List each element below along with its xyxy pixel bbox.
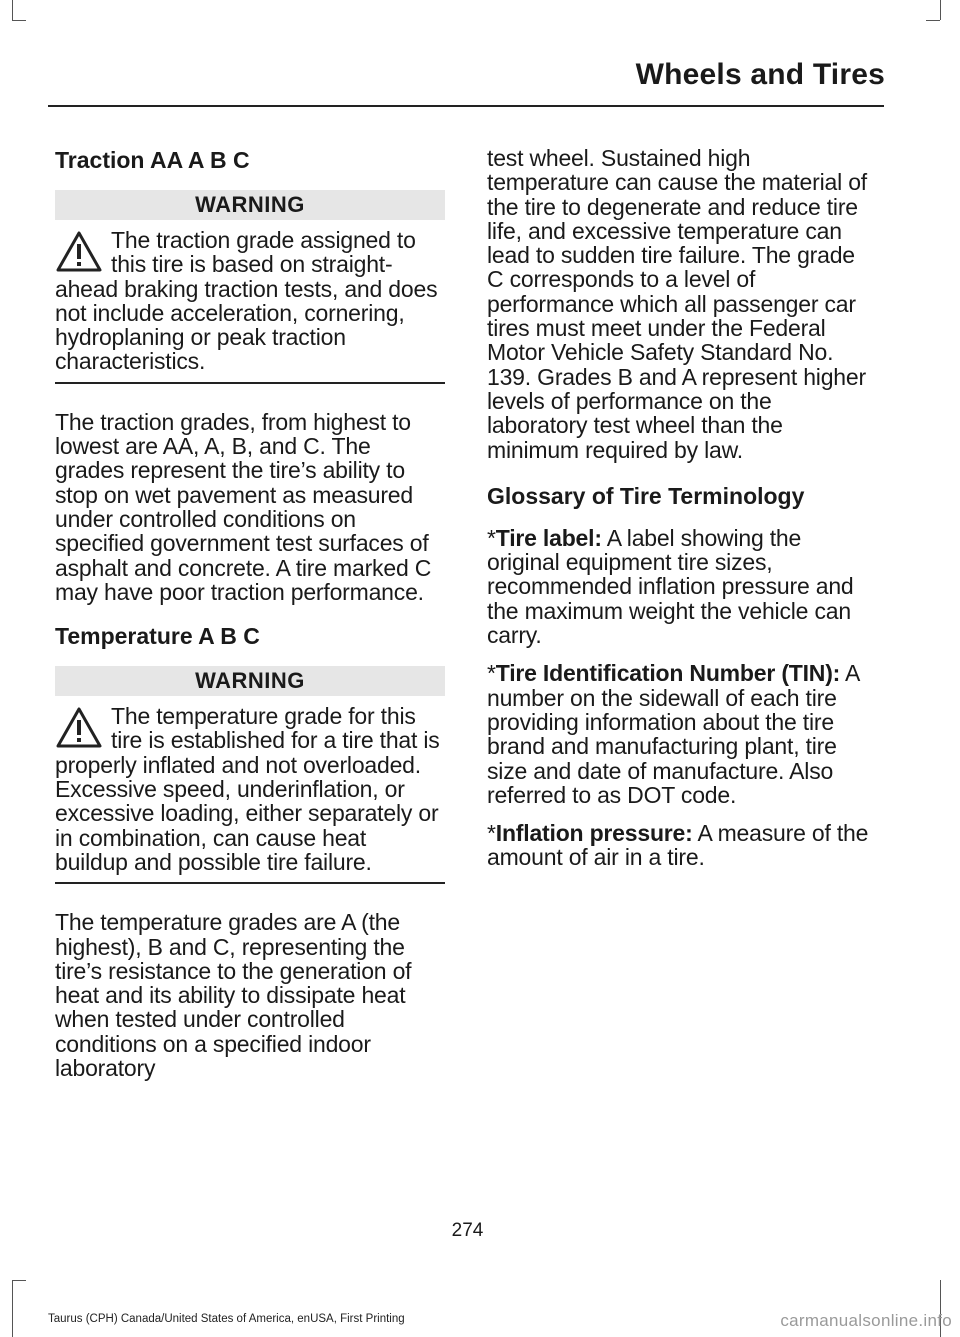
glossary-entry: [487, 821, 877, 870]
crop-mark-bottom-left-h: [12, 1280, 26, 1281]
glossary-prefix: *: [487, 820, 496, 847]
crop-mark-top-right-v: [940, 0, 941, 20]
warning-body: [55, 704, 445, 884]
glossary-definition: A label showing the original equipment tire sizes, recommended inflation pressure and the maximum weight the vehicle can carry.: [487, 524, 854, 649]
traction-paragraph: The traction grades, from highest to lowest are AA, A, B, and C. The grades represent the tire’s ability to stop on wet pavement as measured under controlled conditions on specified government test surfaces of asphalt and concrete. A tire marked C may have poor traction performance.: [55, 408, 432, 605]
page-number: 274: [451, 1220, 484, 1241]
right-column: [487, 146, 877, 884]
temperature-paragraph: The temperature grades are A (the highest), B and C, representing the tire’s resistance to the generation of heat and its ability to dissipate heat when tested under controlled conditions on a specified indoor laboratory: [55, 909, 412, 1082]
warning-label: WARNING: [55, 190, 445, 220]
warning-body: [55, 228, 445, 384]
temperature-warning: [55, 666, 445, 884]
glossary-entry: [487, 661, 877, 807]
traction-warning: [55, 190, 445, 384]
footer-text: Taurus (CPH) Canada/United States of America, enUSA, First Printing: [48, 1313, 405, 1325]
glossary-definition: A measure of the amount of air in a tire.: [487, 820, 869, 871]
watermark: carmanualsonline.info: [780, 1311, 952, 1330]
header-divider: [48, 105, 884, 107]
glossary-prefix: *: [487, 660, 496, 687]
left-column: [55, 146, 445, 1094]
warning-triangle-icon: [55, 706, 103, 750]
glossary-entry: [487, 526, 877, 647]
glossary-heading: Glossary of Tire Terminology: [487, 482, 805, 509]
glossary-definition: A number on the sidewall of each tire providing information about the tire brand and manufacturing plant, tire size and date of manufacture. Also referred to as DOT code.: [487, 660, 859, 808]
glossary-prefix: *: [487, 524, 496, 551]
warning-text: The traction grade assigned to this tire is based on straight-ahead braking traction tests, and does not include acceleration, cornering, hydroplaning or peak traction characteristics.: [55, 227, 438, 375]
crop-mark-top-left-h: [12, 20, 26, 21]
crop-mark-top-left-v: [12, 0, 13, 20]
warning-label: WARNING: [55, 666, 445, 696]
warning-triangle-icon: [55, 230, 103, 274]
crop-mark-top-right-h: [926, 20, 940, 21]
traction-heading: Traction AA A B C: [55, 147, 250, 173]
glossary-term: Tire Identification Number (TIN):: [495, 660, 841, 687]
temperature-heading: Temperature A B C: [55, 623, 260, 650]
warning-text: The temperature grade for this tire is established for a tire that is properly inflated and not overloaded. Excessive speed, underinflation, or excessive loading, either separately or in combination, can cause heat buildup and possible tire failure.: [55, 703, 440, 875]
glossary-term: Inflation pressure:: [495, 820, 693, 847]
crop-mark-bottom-left-v: [12, 1280, 13, 1337]
glossary-term: Tire label:: [495, 524, 602, 551]
temperature-paragraph-continued: test wheel. Sustained high temperature can cause the material of the tire to degenerate and reduce tire life, and excessive temperature can lead to sudden tire failure. The grade C corresponds to a level of performance which all passenger car tires must meet under the Federal Motor Vehicle Safety Standard No. 139. Grades B and A represent higher levels of performance on the laboratory test wheel than the minimum required by law.: [487, 145, 867, 463]
page-title: Wheels and Tires: [635, 58, 885, 91]
